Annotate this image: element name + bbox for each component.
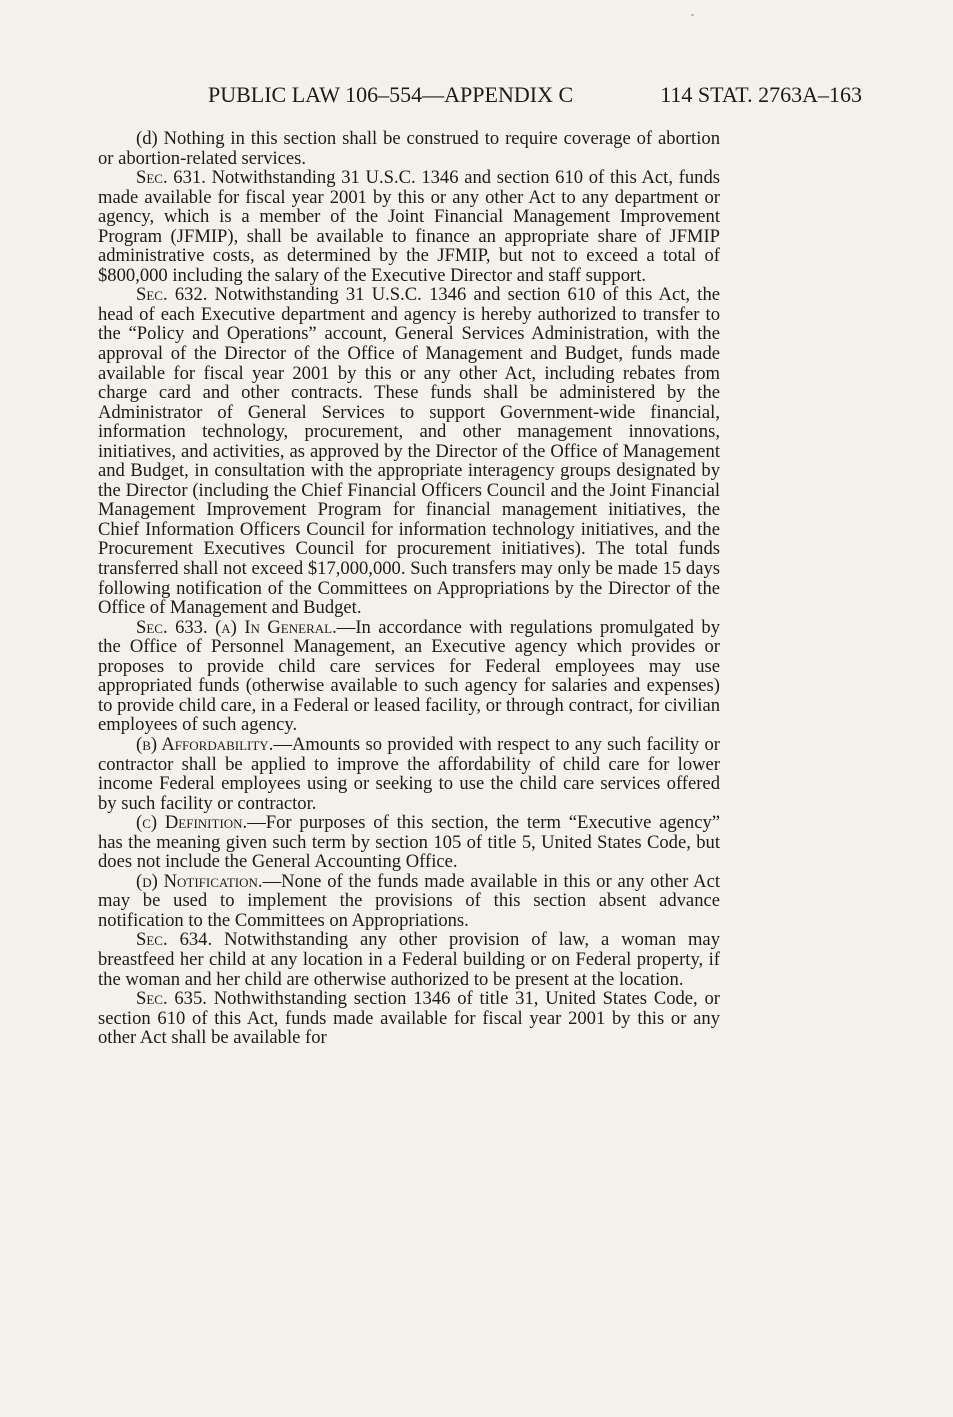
paragraph-text: —In accordance with regulations promulgated by the Office of Personnel Management, an Executive agency which provides or proposes to provide child care services for Federal employees may use appropriated funds (otherwise available to such agency for salaries and expenses) to provide child care, in a Federal or leased facility, or through contract, for civilian employees of such agency. <box>98 616 721 736</box>
paragraph-text: —None of the funds made available in this or any other Act may be used to implement the provisions of this section absent advance notification to the Committees on Appropriations. <box>98 870 720 931</box>
paragraph-heading: Affordability. <box>161 733 274 755</box>
paragraph-prefix: Sec. 635. <box>136 988 207 1010</box>
header-statute-page: 114 STAT. 2763A–163 <box>660 82 862 107</box>
paragraph-heading: Definition. <box>164 812 248 834</box>
paragraph <box>98 618 720 735</box>
paragraph <box>98 930 720 989</box>
paragraph-heading: Notification. <box>163 870 263 892</box>
paragraph-text: —For purposes of this section, the term “Executive agency” has the meaning given such term by section 105 of title 5, United States Code, but does not include the General Accounting Office. <box>98 812 721 873</box>
paragraph-text: —Amounts so provided with respect to any such facility or contractor shall be applied to improve the affordability of child care for lower income Federal employees using or seeking to use the child care services offered by such facility or contractor. <box>98 733 720 814</box>
paragraph-text: (d) Nothing in this section shall be construed to require coverage of abortion or abortion-related services. <box>98 128 720 169</box>
paragraph-prefix: Sec. 631. <box>136 167 206 189</box>
paragraph-heading: In General. <box>244 616 337 638</box>
paragraph-prefix: (c) <box>136 812 165 834</box>
paragraph-text: Nothwithstanding section 1346 of title 31, United States Code, or section 610 of this Act, funds made available for fiscal year 2001 by this or any other Act shall be available for <box>98 988 720 1049</box>
paragraph-prefix: Sec. 632. <box>136 284 208 306</box>
paragraph <box>98 735 720 813</box>
paragraph <box>98 168 720 285</box>
paragraph-prefix: Sec. 634. <box>136 929 213 951</box>
running-header <box>208 80 862 110</box>
paragraph-prefix: (b) <box>136 733 162 755</box>
paragraph-text: Notwithstanding 31 U.S.C. 1346 and section 610 of this Act, the head of each Executive department and agency is hereby authorized to transfer to the “Policy and Operations” account, General Services Administration, with the approval of the Director of the Office of Management and Budget, funds made available for fiscal year 2001 by this or any other Act, including rebates from charge card and other contracts. These funds shall be administered by the Administrator of General Services to support Government-wide financial, information technology, procurement, and other management innovations, initiatives, and activities, as approved by the Director of the Office of Management and Budget, in consultation with the appropriate interagency groups designated by the Director (including the Chief Financial Officers Council and the Joint Financial Management Improvement Program for financial management initiatives, the Chief Information Officers Council for information technology initiatives, and the Procurement Executives Council for procurement initiatives). The total funds transferred shall not exceed $17,000,000. Such transfers may only be made 15 days following notification of the Committees on Appropriations by the Director of the Office of Management and Budget. <box>98 284 720 619</box>
header-law-citation: PUBLIC LAW 106–554—APPENDIX C <box>208 82 574 107</box>
body-text <box>98 129 720 1048</box>
paragraph-prefix: (d) <box>136 870 164 892</box>
paragraph <box>98 813 720 872</box>
paragraph <box>98 989 720 1048</box>
scan-speck <box>691 14 694 16</box>
paragraph <box>98 129 720 168</box>
paragraph-prefix: Sec. 633. (a) <box>136 616 245 638</box>
paragraph-text: Notwithstanding any other provision of law, a woman may breastfeed her child at any location in a Federal building or on Federal property, if the woman and her child are otherwise authorized to be present at the location. <box>98 929 720 990</box>
paragraph-text: Notwithstanding 31 U.S.C. 1346 and section 610 of this Act, funds made available for fiscal year 2001 by this or any other Act to any department or agency, which is a member of the Joint Financial Management Improvement Program (JFMIP), shall be available to finance an appropriate share of JFMIP administrative costs, as determined by the JFMIP, but not to exceed a total of $800,000 including the salary of the Executive Director and staff support. <box>98 167 721 286</box>
paragraph <box>98 285 720 617</box>
paragraph <box>98 872 720 931</box>
